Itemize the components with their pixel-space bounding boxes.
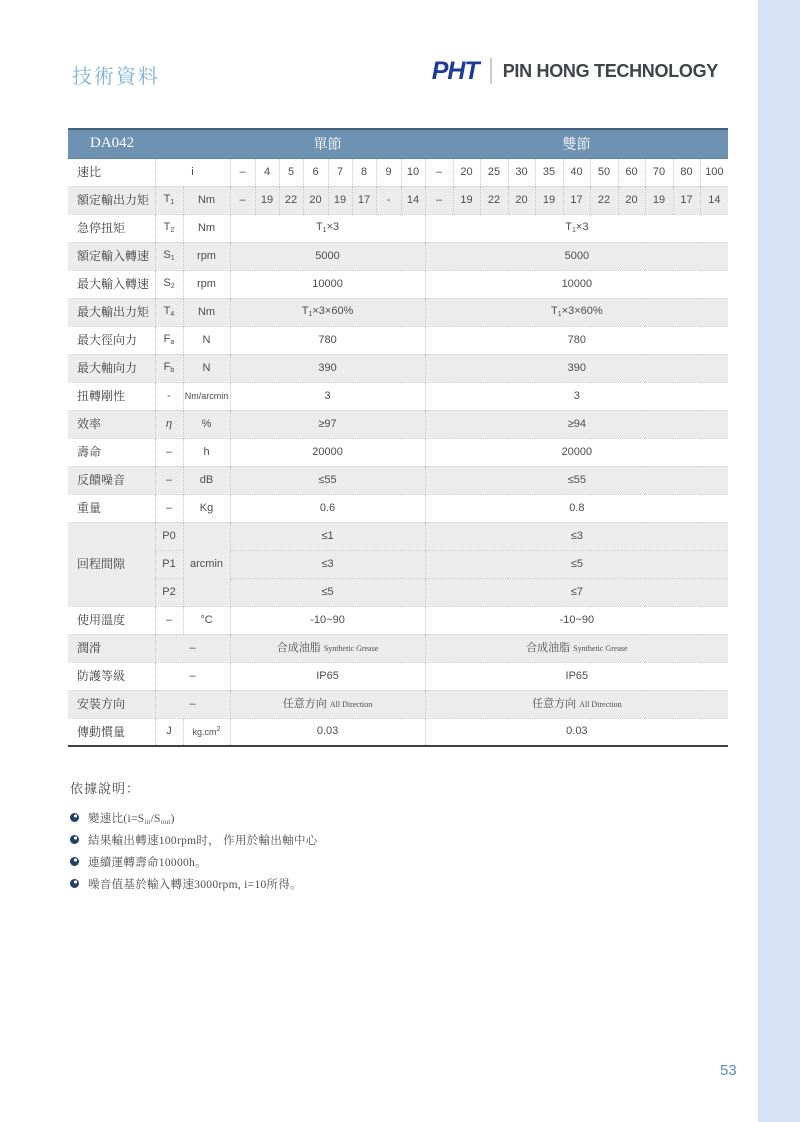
table-cell: – [425,158,453,186]
table-row [68,438,728,466]
logo-company-name: PIN HONG TECHNOLOGY [502,60,718,81]
table-cell: -10~90 [425,606,728,634]
table-row [68,522,728,550]
table-cell: 任意方向 All Direction [230,690,425,718]
table-cell: Nm [183,214,230,242]
table-cell: ≤5 [425,550,728,578]
table-cell: ≤3 [425,522,728,550]
notes-list [70,811,630,890]
page-number: 53 [720,1062,737,1079]
table-row [68,606,728,634]
table-cell: – [155,662,230,690]
row-label: 扭轉剛性 [68,382,155,410]
table-cell: 9 [376,158,401,186]
table-cell: ≤55 [425,466,728,494]
table-cell: 3 [425,382,728,410]
table-cell: P0 [155,522,183,550]
table-cell: % [183,410,230,438]
table-cell: 22 [590,186,618,214]
table-cell: dB [183,466,230,494]
table-row [68,718,728,746]
note-text: 變速比$(i=S_{in}/S_{out})$ [88,812,175,826]
table-cell: 60 [618,158,645,186]
table-cell: 14 [401,186,425,214]
row-label: 最大徑向力 [68,326,155,354]
table-cell: 390 [230,354,425,382]
row-label: 最大輸入轉速 [68,270,155,298]
row-label: 額定輸入轉速 [68,242,155,270]
table-cell: 390 [425,354,728,382]
table-cell: 0.03 [230,718,425,746]
row-label: 傳動慣量 [68,718,155,746]
table-cell: 合成油脂 Synthetic Grease [425,634,728,662]
table-cell: 70 [645,158,673,186]
table-cell: 19 [645,186,673,214]
table-cell: 17 [352,186,376,214]
table-cell: 22 [279,186,303,214]
table-row [68,298,728,326]
table-cell: $T_1\times 3$ [425,214,728,242]
table-cell: 20 [508,186,535,214]
table-cell: 100 [700,158,728,186]
table-cell: 20 [453,158,480,186]
bullet-icon [70,857,79,866]
table-cell: $T_1$ [155,186,183,214]
row-label: 防護等級 [68,662,155,690]
table-cell: – [155,606,183,634]
table-cell: 80 [673,158,700,186]
company-logo [432,56,718,86]
row-label: 潤滑 [68,634,155,662]
table-row [68,494,728,522]
row-label: 急停扭矩 [68,214,155,242]
note-item [70,855,630,868]
table-cell: – [155,494,183,522]
table-cell: Nm/arcmin [183,382,230,410]
row-label: 額定輸出力矩 [68,186,155,214]
note-item [70,877,630,890]
table-cell: - [155,382,183,410]
table-cell: $T_1\times 3\times 60\%$ [425,298,728,326]
table-cell: 20000 [230,438,425,466]
table-cell: ≥94 [425,410,728,438]
table-cell: 14 [700,186,728,214]
table-cell: 0.6 [230,494,425,522]
spec-table [68,128,728,747]
table-cell: 22 [480,186,508,214]
table-row [68,270,728,298]
table-row [68,242,728,270]
table-cell: $T_1\times 3$ [230,214,425,242]
table-row [68,466,728,494]
table-row [68,634,728,662]
logo-abbr: PHT [431,56,479,85]
table-row [68,354,728,382]
logo-divider-line [490,58,492,84]
page-title: 技術資料 [72,66,160,88]
table-cell: $T_1\times 3\times 60\%$ [230,298,425,326]
table-cell: 20000 [425,438,728,466]
row-label: 最大輸出力矩 [68,298,155,326]
table-cell: P1 [155,550,183,578]
row-label: 回程間隙 [68,522,155,606]
table-cell: $F_a$ [155,326,183,354]
table-cell: 5000 [230,242,425,270]
table-cell: η [155,410,183,438]
table-cell: 0.03 [425,718,728,746]
model-header: DA042 [68,129,230,158]
row-label: 安裝方向 [68,690,155,718]
notes-section [70,778,630,899]
table-cell: – [155,634,230,662]
table-cell: $S_1$ [155,242,183,270]
table-cell: – [230,186,255,214]
table-cell: 780 [425,326,728,354]
table-cell: IP65 [230,662,425,690]
table-cell: – [155,466,183,494]
row-label: 反饋噪音 [68,466,155,494]
table-cell: 19 [453,186,480,214]
table-row [68,662,728,690]
table-cell: – [230,158,255,186]
table-header-row [68,129,728,158]
table-cell: - [376,186,401,214]
table-cell: Kg [183,494,230,522]
bullet-icon [70,835,79,844]
table-cell: 3 [230,382,425,410]
side-strip [758,0,800,1122]
note-text: 結果輸出轉速100rpm时， 作用於輸出軸中心 [88,834,318,847]
table-row [68,186,728,214]
table-cell: IP65 [425,662,728,690]
table-cell: °C [183,606,230,634]
row-label: 效率 [68,410,155,438]
table-cell: ≤3 [230,550,425,578]
table-cell: Nm [183,298,230,326]
table-cell: i [155,158,230,186]
row-label: 使用溫度 [68,606,155,634]
table-cell: 25 [480,158,508,186]
table-cell: $T_2$ [155,214,183,242]
table-cell: 17 [563,186,590,214]
bullet-icon [70,879,79,888]
table-cell: -10~90 [230,606,425,634]
table-cell: 40 [563,158,590,186]
table-cell: J [155,718,183,746]
table-cell: 20 [618,186,645,214]
note-text: 噪音值基於輸入轉速3000rpm, i=10所得。 [88,878,302,891]
double-stage-header: 雙節 [425,129,728,158]
spec-table-body [68,158,728,746]
table-cell: 35 [535,158,563,186]
table-cell: 20 [303,186,328,214]
bullet-icon [70,813,79,822]
table-cell: 8 [352,158,376,186]
table-cell: 4 [255,158,279,186]
table-cell: ≤1 [230,522,425,550]
table-cell: 5 [279,158,303,186]
table-cell: 10000 [425,270,728,298]
table-cell: $S_2$ [155,270,183,298]
row-label: 壽命 [68,438,155,466]
table-cell: 任意方向 All Direction [425,690,728,718]
table-cell: rpm [183,242,230,270]
table-cell: N [183,354,230,382]
table-cell: h [183,438,230,466]
table-cell: N [183,326,230,354]
table-cell: – [155,438,183,466]
table-cell: 6 [303,158,328,186]
table-cell: ≤5 [230,578,425,606]
table-cell: arcmin [183,522,230,606]
note-text: 連續運轉壽命10000h。 [88,856,207,869]
table-cell: 10 [401,158,425,186]
table-cell: 19 [535,186,563,214]
table-cell: $kg.cm^2$ [183,718,230,746]
table-cell: 19 [255,186,279,214]
table-cell: 780 [230,326,425,354]
table-cell: 合成油脂 Synthetic Grease [230,634,425,662]
table-cell: 30 [508,158,535,186]
table-cell: $T_4$ [155,298,183,326]
table-row [68,382,728,410]
table-row [68,410,728,438]
row-label: 速比 [68,158,155,186]
table-cell: 5000 [425,242,728,270]
table-row [68,550,728,578]
table-cell: – [425,186,453,214]
table-row [68,326,728,354]
table-row [68,214,728,242]
table-cell: Nm [183,186,230,214]
table-cell: $F_b$ [155,354,183,382]
note-item [70,811,630,824]
row-label: 重量 [68,494,155,522]
table-cell: 7 [328,158,352,186]
table-cell: – [155,690,230,718]
notes-heading: 依據說明： [70,781,141,796]
table-cell: 19 [328,186,352,214]
table-cell: ≤7 [425,578,728,606]
table-cell: ≥97 [230,410,425,438]
table-row [68,578,728,606]
table-cell: ≤55 [230,466,425,494]
table-row [68,158,728,186]
table-cell: 50 [590,158,618,186]
single-stage-header: 單節 [230,129,425,158]
row-label: 最大軸向力 [68,354,155,382]
table-cell: P2 [155,578,183,606]
note-item [70,833,630,846]
table-cell: 0.8 [425,494,728,522]
table-cell: 17 [673,186,700,214]
table-cell: 10000 [230,270,425,298]
table-row [68,690,728,718]
table-cell: rpm [183,270,230,298]
